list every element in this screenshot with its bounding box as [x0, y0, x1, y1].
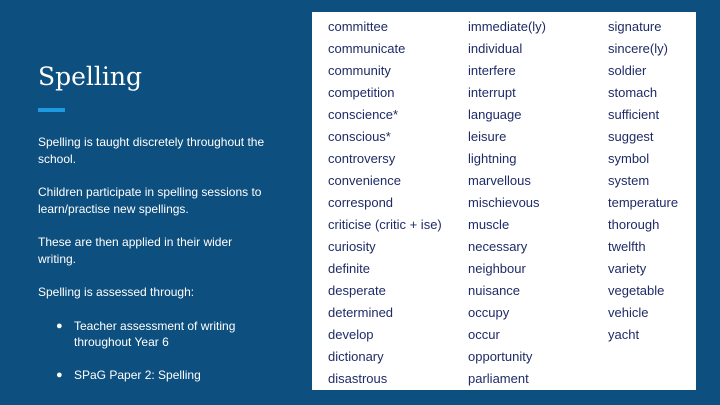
word-item: soldier — [608, 63, 647, 78]
word-item: disastrous — [328, 371, 388, 386]
word-item: vegetable — [608, 283, 665, 298]
title-accent-bar — [38, 108, 65, 112]
word-item: interrupt — [468, 85, 516, 100]
word-item: community — [328, 63, 391, 78]
word-item: conscious* — [328, 129, 391, 144]
word-item: sufficient — [608, 107, 660, 122]
word-item: variety — [608, 261, 647, 276]
bullet-icon: ● — [56, 319, 63, 332]
word-item: criticise (critic + ise) — [328, 217, 442, 232]
assessment-list — [38, 318, 270, 384]
word-item: immediate(ly) — [468, 19, 547, 34]
word-item: thorough — [608, 217, 660, 232]
word-item: signature — [608, 19, 662, 34]
word-item: mischievous — [468, 195, 540, 210]
paragraph: Spelling is taught discretely throughout the school. — [38, 135, 265, 166]
word-item: definite — [328, 261, 370, 276]
word-item: conscience* — [328, 107, 399, 122]
word-item: communicate — [328, 41, 406, 56]
word-item: nuisance — [468, 283, 521, 298]
word-item: interfere — [468, 63, 516, 78]
bullet-text: SPaG Paper 2: Spelling — [74, 367, 201, 382]
word-item: sincere(ly) — [608, 41, 668, 56]
word-item: opportunity — [468, 349, 533, 364]
word-item: parliament — [468, 371, 529, 386]
word-item: occupy — [468, 305, 510, 320]
word-item: stomach — [608, 85, 658, 100]
bullet-icon: ● — [56, 368, 63, 381]
bullet-text: Teacher assessment of writing throughout Year 6 — [74, 318, 236, 349]
paragraph: Spelling is assessed through: — [38, 285, 195, 299]
word-item: committee — [328, 19, 388, 34]
word-item: occur — [468, 327, 500, 342]
word-item: muscle — [468, 217, 510, 232]
word-item: develop — [328, 327, 374, 342]
word-item: leisure — [468, 129, 507, 144]
word-column-1 — [328, 16, 442, 390]
word-item: marvellous — [468, 173, 531, 188]
word-item: convenience — [328, 173, 401, 188]
word-item: system — [608, 173, 650, 188]
word-item: individual — [468, 41, 523, 56]
word-item: twelfth — [608, 239, 646, 254]
word-item: curiosity — [328, 239, 376, 254]
word-item: vehicle — [608, 305, 649, 320]
slide-body — [38, 134, 270, 399]
word-column-2 — [468, 16, 546, 390]
paragraph: These are then applied in their wider writing. — [38, 235, 233, 266]
word-item: dictionary — [328, 349, 384, 364]
word-item: suggest — [608, 129, 654, 144]
word-column-3 — [608, 16, 678, 346]
word-item: temperature — [608, 195, 679, 210]
word-item: correspond — [328, 195, 394, 210]
word-item: language — [468, 107, 522, 122]
slide-title: Spelling — [38, 62, 143, 91]
word-item: neighbour — [468, 261, 526, 276]
word-item: controversy — [328, 151, 396, 166]
list-item — [38, 318, 270, 351]
word-item: determined — [328, 305, 394, 320]
word-item: necessary — [468, 239, 528, 254]
paragraph: Children participate in spelling sessions to learn/practise new spellings. — [38, 185, 262, 216]
word-item: yacht — [608, 327, 640, 342]
word-item: desperate — [328, 283, 386, 298]
word-item: symbol — [608, 151, 650, 166]
word-item: competition — [328, 85, 395, 100]
word-item: lightning — [468, 151, 517, 166]
spelling-word-list-image — [312, 12, 696, 390]
list-item — [38, 367, 270, 384]
